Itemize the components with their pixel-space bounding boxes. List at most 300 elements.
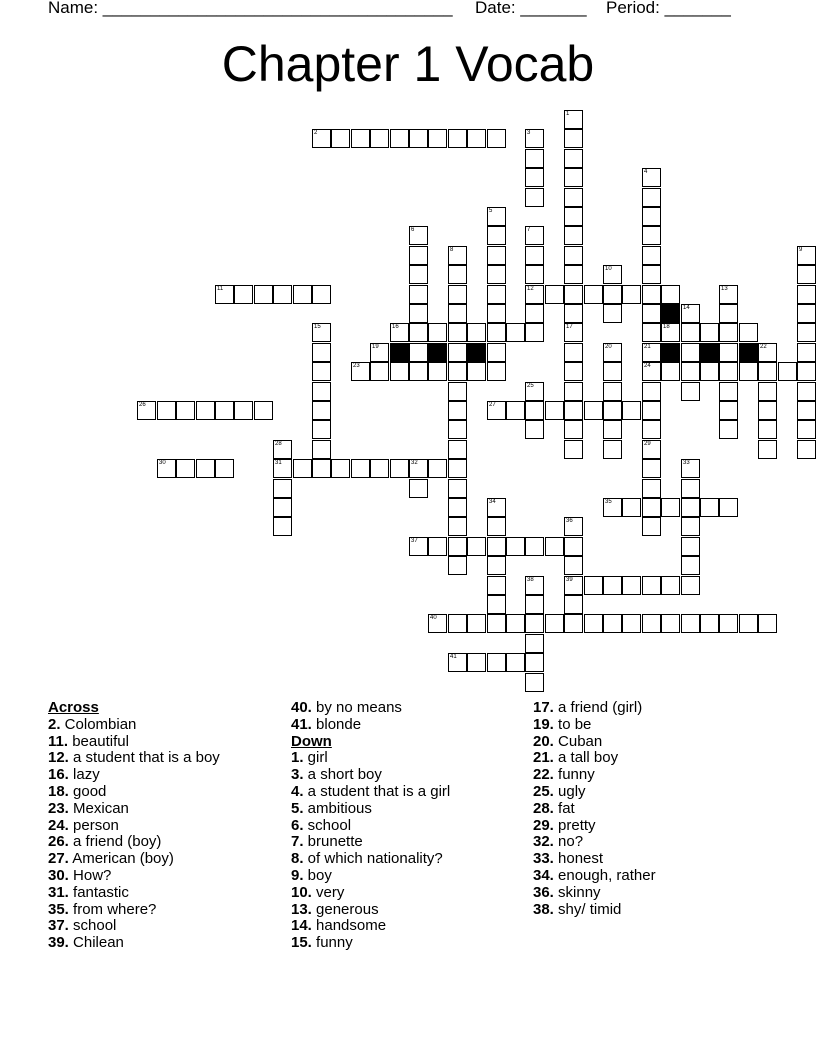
grid-cell[interactable] [525, 382, 544, 401]
grid-cell[interactable] [525, 653, 544, 672]
grid-cell[interactable] [525, 246, 544, 265]
grid-cell[interactable] [370, 343, 389, 362]
grid-cell[interactable] [642, 614, 661, 633]
grid-cell[interactable] [545, 537, 564, 556]
grid-cell[interactable] [700, 498, 719, 517]
grid-cell[interactable] [409, 537, 428, 556]
grid-cell[interactable] [642, 459, 661, 478]
grid-cell[interactable] [487, 401, 506, 420]
grid-cell[interactable] [487, 265, 506, 284]
grid-cell[interactable] [700, 614, 719, 633]
grid-cell[interactable] [642, 401, 661, 420]
grid-cell[interactable] [681, 498, 700, 517]
grid-cell[interactable] [409, 265, 428, 284]
grid-cell[interactable] [409, 246, 428, 265]
clue-text: person [68, 816, 119, 834]
clue-text: Chilean [68, 934, 124, 952]
grid-cell[interactable] [797, 304, 816, 323]
grid-cell[interactable] [700, 362, 719, 381]
grid-cell[interactable] [719, 401, 738, 420]
grid-cell[interactable] [525, 265, 544, 284]
grid-cell[interactable] [409, 362, 428, 381]
grid-cell[interactable] [564, 556, 583, 575]
grid-cell[interactable] [428, 129, 447, 148]
black-square [390, 343, 409, 362]
clue-number-label: 41. [291, 715, 312, 733]
grid-cell[interactable] [467, 537, 486, 556]
grid-cell[interactable] [739, 362, 758, 381]
clue-text: lazy [68, 766, 100, 784]
grid-cell[interactable] [642, 304, 661, 323]
clue-number-label: 20. [533, 732, 554, 750]
grid-cell[interactable] [448, 129, 467, 148]
grid-cell[interactable] [642, 517, 661, 536]
grid-cell[interactable] [719, 304, 738, 323]
grid-cell[interactable] [448, 343, 467, 362]
grid-cell[interactable] [642, 246, 661, 265]
grid-cell[interactable] [564, 246, 583, 265]
grid-cell[interactable] [564, 362, 583, 381]
grid-cell[interactable] [681, 362, 700, 381]
grid-cell[interactable] [525, 285, 544, 304]
grid-cell[interactable] [487, 129, 506, 148]
grid-cell[interactable] [370, 362, 389, 381]
grid-cell[interactable] [448, 440, 467, 459]
grid-cell[interactable] [176, 401, 195, 420]
grid-cell[interactable] [487, 614, 506, 633]
grid-cell[interactable] [137, 401, 156, 420]
grid-cell[interactable] [448, 265, 467, 284]
grid-cell[interactable] [390, 362, 409, 381]
grid-cell[interactable] [467, 653, 486, 672]
grid-cell[interactable] [797, 285, 816, 304]
grid-cell[interactable] [331, 459, 350, 478]
grid-cell[interactable] [564, 401, 583, 420]
grid-cell[interactable] [661, 323, 680, 342]
grid-cell[interactable] [797, 401, 816, 420]
grid-cell[interactable] [525, 304, 544, 323]
grid-cell[interactable] [622, 285, 641, 304]
grid-cell[interactable] [564, 149, 583, 168]
grid-cell[interactable] [273, 440, 292, 459]
grid-cell[interactable] [797, 323, 816, 342]
grid-cell[interactable] [409, 304, 428, 323]
grid-cell[interactable] [312, 382, 331, 401]
grid-cell[interactable] [564, 343, 583, 362]
clue-number-label: 22. [533, 766, 554, 784]
grid-cell[interactable] [603, 420, 622, 439]
grid-cell[interactable] [370, 129, 389, 148]
grid-cell[interactable] [564, 168, 583, 187]
grid-cell[interactable] [467, 323, 486, 342]
grid-cell[interactable] [215, 459, 234, 478]
grid-cell[interactable] [525, 188, 544, 207]
grid-cell[interactable] [603, 382, 622, 401]
grid-cell[interactable] [273, 479, 292, 498]
grid-cell[interactable] [681, 343, 700, 362]
clue-item [291, 918, 450, 935]
grid-cell[interactable] [681, 614, 700, 633]
grid-cell[interactable] [564, 576, 583, 595]
clue-number-label: 3. [291, 766, 304, 784]
grid-cell[interactable] [622, 614, 641, 633]
grid-cell[interactable] [390, 459, 409, 478]
grid-cell[interactable] [603, 498, 622, 517]
grid-cell[interactable] [564, 440, 583, 459]
clue-item [48, 851, 220, 868]
clue-item [48, 818, 220, 835]
grid-cell[interactable] [448, 285, 467, 304]
grid-cell[interactable] [525, 129, 544, 148]
name-field-label[interactable]: Name: _____________________________________ [48, 0, 453, 17]
grid-cell[interactable] [642, 440, 661, 459]
grid-cell[interactable] [525, 420, 544, 439]
grid-cell[interactable] [719, 614, 738, 633]
grid-cell[interactable] [525, 614, 544, 633]
clue-number: 39 [566, 577, 573, 583]
grid-cell[interactable] [390, 323, 409, 342]
grid-cell[interactable] [642, 362, 661, 381]
clue-number-label: 17. [533, 699, 554, 716]
grid-cell[interactable] [564, 188, 583, 207]
grid-cell[interactable] [564, 517, 583, 536]
grid-cell[interactable] [448, 401, 467, 420]
grid-cell[interactable] [428, 459, 447, 478]
clue-number: 31 [275, 460, 282, 466]
grid-cell[interactable] [642, 285, 661, 304]
clue-text: ambitious [303, 799, 372, 817]
grid-cell[interactable] [312, 420, 331, 439]
grid-cell[interactable] [564, 265, 583, 284]
grid-cell[interactable] [487, 653, 506, 672]
grid-cell[interactable] [428, 537, 447, 556]
grid-cell[interactable] [273, 285, 292, 304]
grid-cell[interactable] [293, 459, 312, 478]
clue-item [48, 801, 220, 818]
grid-cell[interactable] [564, 595, 583, 614]
grid-cell[interactable] [564, 537, 583, 556]
grid-cell[interactable] [487, 576, 506, 595]
date-field-label[interactable]: Date: _______ [475, 0, 587, 17]
black-square [467, 343, 486, 362]
grid-cell[interactable] [487, 285, 506, 304]
grid-cell[interactable] [584, 576, 603, 595]
grid-cell[interactable] [603, 614, 622, 633]
grid-cell[interactable] [487, 246, 506, 265]
grid-cell[interactable] [467, 129, 486, 148]
grid-cell[interactable] [642, 498, 661, 517]
grid-cell[interactable] [564, 129, 583, 148]
grid-cell[interactable] [681, 479, 700, 498]
grid-cell[interactable] [642, 226, 661, 245]
grid-cell[interactable] [525, 226, 544, 245]
grid-cell[interactable] [642, 188, 661, 207]
grid-cell[interactable] [273, 498, 292, 517]
grid-cell[interactable] [506, 537, 525, 556]
grid-cell[interactable] [448, 362, 467, 381]
clue-number: 2 [314, 130, 318, 136]
grid-cell[interactable] [448, 304, 467, 323]
grid-cell[interactable] [157, 459, 176, 478]
grid-cell[interactable] [525, 673, 544, 692]
grid-cell[interactable] [661, 614, 680, 633]
grid-cell[interactable] [603, 304, 622, 323]
grid-cell[interactable] [312, 129, 331, 148]
grid-cell[interactable] [351, 129, 370, 148]
grid-cell[interactable] [487, 517, 506, 536]
grid-cell[interactable] [642, 576, 661, 595]
grid-cell[interactable] [196, 459, 215, 478]
grid-cell[interactable] [642, 323, 661, 342]
grid-cell[interactable] [428, 362, 447, 381]
clue-number: 14 [683, 305, 690, 311]
grid-cell[interactable] [564, 614, 583, 633]
clue-number-label: 8. [291, 850, 304, 868]
black-square [661, 343, 680, 362]
grid-cell[interactable] [487, 207, 506, 226]
grid-cell[interactable] [176, 459, 195, 478]
grid-cell[interactable] [351, 362, 370, 381]
grid-cell[interactable] [719, 382, 738, 401]
clue-item [291, 868, 450, 885]
grid-cell[interactable] [564, 285, 583, 304]
grid-cell[interactable] [681, 576, 700, 595]
grid-cell[interactable] [642, 207, 661, 226]
period-field-label[interactable]: Period: _______ [606, 0, 731, 17]
grid-cell[interactable] [681, 304, 700, 323]
grid-cell[interactable] [428, 614, 447, 633]
grid-cell[interactable] [797, 362, 816, 381]
grid-cell[interactable] [545, 401, 564, 420]
grid-cell[interactable] [312, 285, 331, 304]
grid-cell[interactable] [273, 459, 292, 478]
grid-cell[interactable] [409, 459, 428, 478]
grid-cell[interactable] [467, 362, 486, 381]
grid-cell[interactable] [448, 556, 467, 575]
grid-cell[interactable] [506, 401, 525, 420]
clue-number-label: 34. [533, 866, 554, 884]
grid-cell[interactable] [487, 304, 506, 323]
clue-text: a student that is a girl [303, 782, 451, 800]
grid-cell[interactable] [312, 401, 331, 420]
grid-cell[interactable] [312, 343, 331, 362]
grid-cell[interactable] [642, 265, 661, 284]
grid-cell[interactable] [681, 517, 700, 536]
grid-cell[interactable] [293, 285, 312, 304]
grid-cell[interactable] [487, 343, 506, 362]
grid-cell[interactable] [196, 401, 215, 420]
grid-cell[interactable] [681, 323, 700, 342]
grid-cell[interactable] [564, 420, 583, 439]
clue-number: 13 [721, 286, 728, 292]
grid-cell[interactable] [739, 323, 758, 342]
grid-cell[interactable] [603, 285, 622, 304]
grid-cell[interactable] [622, 576, 641, 595]
grid-cell[interactable] [797, 265, 816, 284]
grid-cell[interactable] [603, 440, 622, 459]
grid-cell[interactable] [545, 285, 564, 304]
grid-cell[interactable] [312, 362, 331, 381]
clue-number-label: 23. [48, 799, 69, 817]
grid-cell[interactable] [234, 401, 253, 420]
grid-cell[interactable] [719, 285, 738, 304]
grid-cell[interactable] [661, 362, 680, 381]
grid-cell[interactable] [448, 653, 467, 672]
grid-cell[interactable] [603, 343, 622, 362]
grid-cell[interactable] [215, 285, 234, 304]
clue-number: 32 [411, 460, 418, 466]
grid-cell[interactable] [622, 401, 641, 420]
grid-cell[interactable] [603, 576, 622, 595]
grid-cell[interactable] [584, 614, 603, 633]
grid-cell[interactable] [467, 614, 486, 633]
grid-cell[interactable] [448, 614, 467, 633]
grid-cell[interactable] [487, 556, 506, 575]
grid-cell[interactable] [797, 343, 816, 362]
grid-cell[interactable] [661, 285, 680, 304]
grid-cell[interactable] [564, 226, 583, 245]
grid-cell[interactable] [409, 129, 428, 148]
grid-cell[interactable] [428, 323, 447, 342]
grid-cell[interactable] [758, 420, 777, 439]
grid-cell[interactable] [564, 207, 583, 226]
grid-cell[interactable] [681, 537, 700, 556]
grid-cell[interactable] [525, 323, 544, 342]
grid-cell[interactable] [642, 343, 661, 362]
grid-cell[interactable] [487, 362, 506, 381]
grid-cell[interactable] [234, 285, 253, 304]
clue-text: funny [553, 766, 595, 784]
grid-cell[interactable] [525, 149, 544, 168]
clue-item [48, 834, 220, 851]
grid-cell[interactable] [448, 498, 467, 517]
grid-cell[interactable] [409, 226, 428, 245]
clue-number-label: 30. [48, 866, 69, 884]
grid-cell[interactable] [584, 401, 603, 420]
grid-cell[interactable] [758, 343, 777, 362]
grid-cell[interactable] [758, 440, 777, 459]
grid-cell[interactable] [642, 420, 661, 439]
grid-cell[interactable] [487, 226, 506, 245]
grid-cell[interactable] [642, 168, 661, 187]
grid-cell[interactable] [487, 498, 506, 517]
grid-cell[interactable] [351, 459, 370, 478]
grid-cell[interactable] [312, 323, 331, 342]
grid-cell[interactable] [448, 246, 467, 265]
grid-cell[interactable] [564, 382, 583, 401]
grid-cell[interactable] [448, 517, 467, 536]
grid-cell[interactable] [545, 614, 564, 633]
grid-cell[interactable] [525, 401, 544, 420]
grid-cell[interactable] [758, 614, 777, 633]
grid-cell[interactable] [758, 382, 777, 401]
grid-cell[interactable] [603, 401, 622, 420]
grid-cell[interactable] [448, 479, 467, 498]
grid-cell[interactable] [603, 362, 622, 381]
grid-cell[interactable] [370, 459, 389, 478]
grid-cell[interactable] [312, 440, 331, 459]
grid-cell[interactable] [331, 129, 350, 148]
grid-cell[interactable] [525, 576, 544, 595]
grid-cell[interactable] [409, 479, 428, 498]
grid-cell[interactable] [487, 595, 506, 614]
grid-cell[interactable] [661, 498, 680, 517]
grid-cell[interactable] [719, 362, 738, 381]
grid-cell[interactable] [506, 653, 525, 672]
grid-cell[interactable] [487, 323, 506, 342]
grid-cell[interactable] [564, 304, 583, 323]
grid-cell[interactable] [525, 168, 544, 187]
grid-cell[interactable] [719, 498, 738, 517]
grid-cell[interactable] [409, 323, 428, 342]
grid-cell[interactable] [797, 382, 816, 401]
grid-cell[interactable] [758, 401, 777, 420]
grid-cell[interactable] [758, 362, 777, 381]
grid-cell[interactable] [564, 110, 583, 129]
clue-item [533, 750, 656, 767]
clue-item [291, 818, 450, 835]
clue-item [48, 885, 220, 902]
grid-cell[interactable] [797, 440, 816, 459]
grid-cell[interactable] [409, 285, 428, 304]
grid-cell[interactable] [719, 343, 738, 362]
grid-cell[interactable] [506, 323, 525, 342]
grid-cell[interactable] [390, 129, 409, 148]
grid-cell[interactable] [525, 634, 544, 653]
clue-item [533, 784, 656, 801]
grid-cell[interactable] [681, 459, 700, 478]
grid-cell[interactable] [719, 420, 738, 439]
grid-cell[interactable] [642, 382, 661, 401]
grid-cell[interactable] [525, 537, 544, 556]
grid-cell[interactable] [778, 362, 797, 381]
grid-cell[interactable] [584, 285, 603, 304]
grid-cell[interactable] [254, 285, 273, 304]
grid-cell[interactable] [681, 556, 700, 575]
grid-cell[interactable] [506, 614, 525, 633]
clue-number: 25 [527, 383, 534, 389]
clue-text: school [68, 917, 117, 935]
grid-cell[interactable] [622, 498, 641, 517]
grid-cell[interactable] [739, 614, 758, 633]
grid-cell[interactable] [487, 537, 506, 556]
grid-cell[interactable] [448, 459, 467, 478]
clue-item [48, 902, 220, 919]
grid-cell[interactable] [719, 323, 738, 342]
grid-cell[interactable] [700, 323, 719, 342]
grid-cell[interactable] [681, 382, 700, 401]
grid-cell[interactable] [797, 246, 816, 265]
grid-cell[interactable] [661, 576, 680, 595]
grid-cell[interactable] [273, 517, 292, 536]
grid-cell[interactable] [603, 265, 622, 284]
grid-cell[interactable] [409, 343, 428, 362]
grid-cell[interactable] [642, 479, 661, 498]
clue-number: 12 [527, 286, 534, 292]
grid-cell[interactable] [215, 401, 234, 420]
grid-cell[interactable] [797, 420, 816, 439]
grid-cell[interactable] [448, 537, 467, 556]
grid-cell[interactable] [448, 323, 467, 342]
grid-cell[interactable] [448, 382, 467, 401]
grid-cell[interactable] [312, 459, 331, 478]
grid-cell[interactable] [564, 323, 583, 342]
grid-cell[interactable] [525, 595, 544, 614]
grid-cell[interactable] [157, 401, 176, 420]
grid-cell[interactable] [448, 420, 467, 439]
grid-cell[interactable] [254, 401, 273, 420]
black-square [700, 343, 719, 362]
